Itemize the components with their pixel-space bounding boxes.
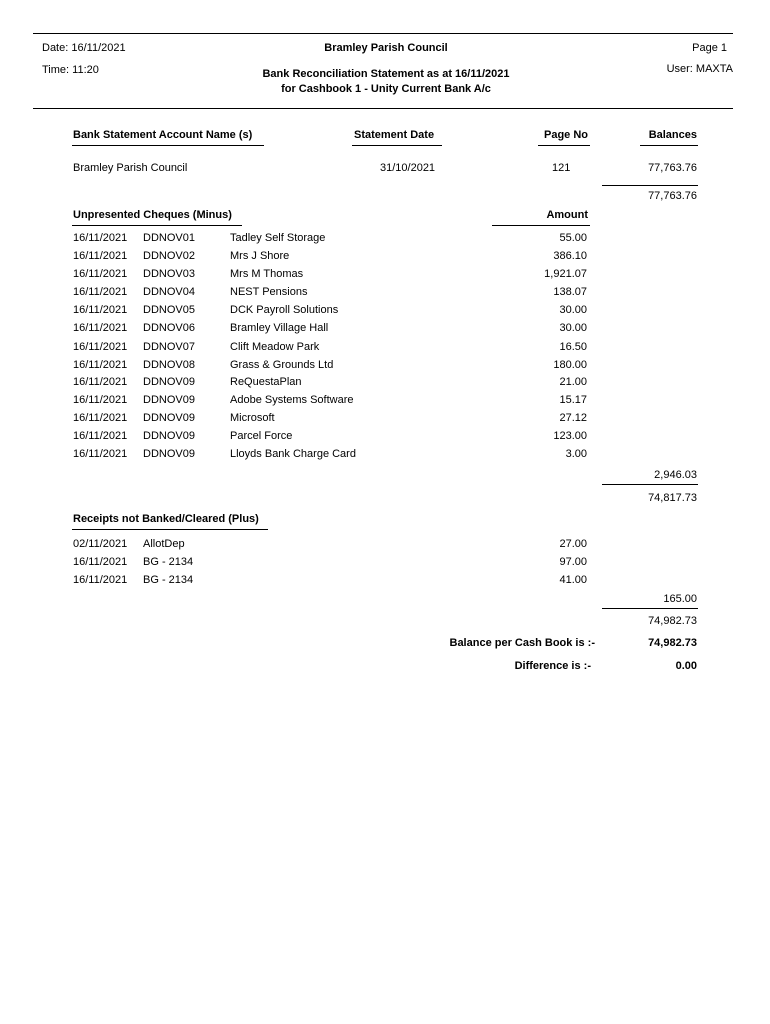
receipt-amount: 27.00 (559, 538, 587, 550)
date-label: Date: (42, 42, 69, 54)
cheque-payee: Bramley Village Hall (230, 322, 329, 334)
cashbook-balance-label: Balance per Cash Book is :- (449, 637, 595, 649)
cashbook-balance-value: 74,982.73 (648, 637, 697, 649)
cheque-payee: Clift Meadow Park (230, 341, 320, 353)
cheque-date: 16/11/2021 (73, 232, 128, 244)
cheque-payee: NEST Pensions (230, 286, 308, 298)
cheque-payee: Mrs J Shore (230, 250, 290, 262)
cheque-date: 16/11/2021 (73, 304, 128, 316)
cheque-amount: 21.00 (559, 376, 587, 388)
cheque-ref: DDNOV08 (143, 359, 195, 371)
time-value: 11:20 (72, 64, 99, 76)
cheque-ref: DDNOV05 (143, 304, 195, 316)
cheque-date: 16/11/2021 (73, 394, 128, 406)
cheque-amount: 15.17 (559, 394, 587, 406)
col-account-underline (72, 145, 264, 146)
amount-heading-underline (492, 225, 590, 226)
receipt-date: 16/11/2021 (73, 556, 128, 568)
col-balances-heading: Balances (648, 129, 697, 141)
council-name: Bramley Parish Council (324, 42, 448, 54)
cheque-ref: DDNOV09 (143, 430, 195, 442)
col-balances-underline (640, 145, 698, 146)
cheque-date: 16/11/2021 (73, 359, 128, 371)
bank-statement-date: 31/10/2021 (380, 162, 436, 174)
user-value: MAXTA (695, 63, 733, 75)
receipts-heading: Receipts not Banked/Cleared (Plus) (73, 513, 259, 525)
cheque-date: 16/11/2021 (73, 448, 128, 460)
cheque-payee: Parcel Force (230, 430, 293, 442)
cheque-payee: Mrs M Thomas (230, 268, 304, 280)
balance-after-unpresented: 74,817.73 (648, 492, 697, 504)
cheque-amount: 30.00 (559, 322, 587, 334)
cheque-amount: 27.12 (559, 412, 587, 424)
receipt-amount: 41.00 (559, 574, 587, 586)
header-top-rule (33, 33, 733, 34)
cheque-amount: 30.00 (559, 304, 587, 316)
header-bottom-rule (33, 108, 733, 109)
cheque-payee: ReQuestaPlan (230, 376, 302, 388)
bank-balance: 77,763.76 (648, 162, 697, 174)
cheque-ref: DDNOV01 (143, 232, 195, 244)
cheque-ref: DDNOV09 (143, 376, 195, 388)
cheque-ref: DDNOV09 (143, 394, 195, 406)
cheque-date: 16/11/2021 (73, 412, 128, 424)
receipts-heading-underline (72, 529, 268, 530)
col-account-heading: Bank Statement Account Name (s) (73, 129, 253, 141)
cheque-ref: DDNOV04 (143, 286, 195, 298)
bank-page-no: 121 (552, 162, 571, 174)
cheque-amount: 3.00 (565, 448, 587, 460)
cheque-ref: DDNOV09 (143, 412, 195, 424)
cheque-ref: DDNOV02 (143, 250, 195, 262)
difference-value: 0.00 (675, 660, 697, 672)
report-title-line1: Bank Reconciliation Statement as at 16/11/2021 (262, 68, 510, 80)
cheque-amount: 1,921.07 (544, 268, 587, 280)
receipts-total: 165.00 (663, 593, 697, 605)
receipt-ref: BG - 2134 (143, 556, 194, 568)
receipt-amount: 97.00 (559, 556, 587, 568)
unpresented-total-rule (602, 484, 698, 485)
report-date (42, 42, 126, 54)
cheque-amount: 55.00 (559, 232, 587, 244)
cheque-date: 16/11/2021 (73, 286, 128, 298)
cheque-amount: 180.00 (553, 359, 587, 371)
cheque-date: 16/11/2021 (73, 376, 128, 388)
cheque-amount: 386.10 (553, 250, 587, 262)
cheque-payee: Adobe Systems Software (230, 394, 354, 406)
cheque-amount: 123.00 (553, 430, 587, 442)
col-page-underline (538, 145, 590, 146)
col-page-heading: Page No (543, 129, 588, 141)
report-user (600, 63, 733, 75)
cheque-ref: DDNOV07 (143, 341, 195, 353)
cheque-date: 16/11/2021 (73, 322, 128, 334)
receipt-ref: BG - 2134 (143, 574, 194, 586)
date-value: 16/11/2021 (71, 42, 126, 54)
report-title-line2: for Cashbook 1 - Unity Current Bank A/c (281, 83, 491, 95)
cheque-ref: DDNOV06 (143, 322, 195, 334)
bank-account-name: Bramley Parish Council (73, 162, 188, 174)
subtotal-rule (602, 185, 698, 186)
receipts-total-rule (602, 608, 698, 609)
cheque-payee: DCK Payroll Solutions (230, 304, 339, 316)
time-label: Time: (42, 64, 70, 76)
col-date-underline (352, 145, 442, 146)
unpresented-heading: Unpresented Cheques (Minus) (73, 209, 232, 221)
cheque-date: 16/11/2021 (73, 430, 128, 442)
unpresented-total: 2,946.03 (654, 469, 697, 481)
cheque-payee: Tadley Self Storage (230, 232, 326, 244)
bank-subtotal: 77,763.76 (648, 190, 697, 202)
cheque-date: 16/11/2021 (73, 341, 128, 353)
cheque-amount: 138.07 (553, 286, 587, 298)
cheque-payee: Grass & Grounds Ltd (230, 359, 334, 371)
report-time (42, 64, 99, 76)
cheque-amount: 16.50 (559, 341, 587, 353)
unpresented-heading-underline (72, 225, 242, 226)
receipt-date: 02/11/2021 (73, 538, 128, 550)
cheque-ref: DDNOV09 (143, 448, 195, 460)
cheque-ref: DDNOV03 (143, 268, 195, 280)
difference-label: Difference is :- (514, 660, 591, 672)
cheque-payee: Lloyds Bank Charge Card (230, 448, 356, 460)
cheque-payee: Microsoft (230, 412, 275, 424)
col-statement-date-heading: Statement Date (354, 129, 435, 141)
amount-heading: Amount (546, 209, 588, 221)
receipt-ref: AllotDep (143, 538, 185, 550)
receipt-date: 16/11/2021 (73, 574, 128, 586)
balance-after-receipts: 74,982.73 (648, 615, 697, 627)
page-number: Page 1 (692, 42, 727, 54)
cheque-date: 16/11/2021 (73, 268, 128, 280)
user-label: User: (666, 63, 693, 75)
cheque-date: 16/11/2021 (73, 250, 128, 262)
